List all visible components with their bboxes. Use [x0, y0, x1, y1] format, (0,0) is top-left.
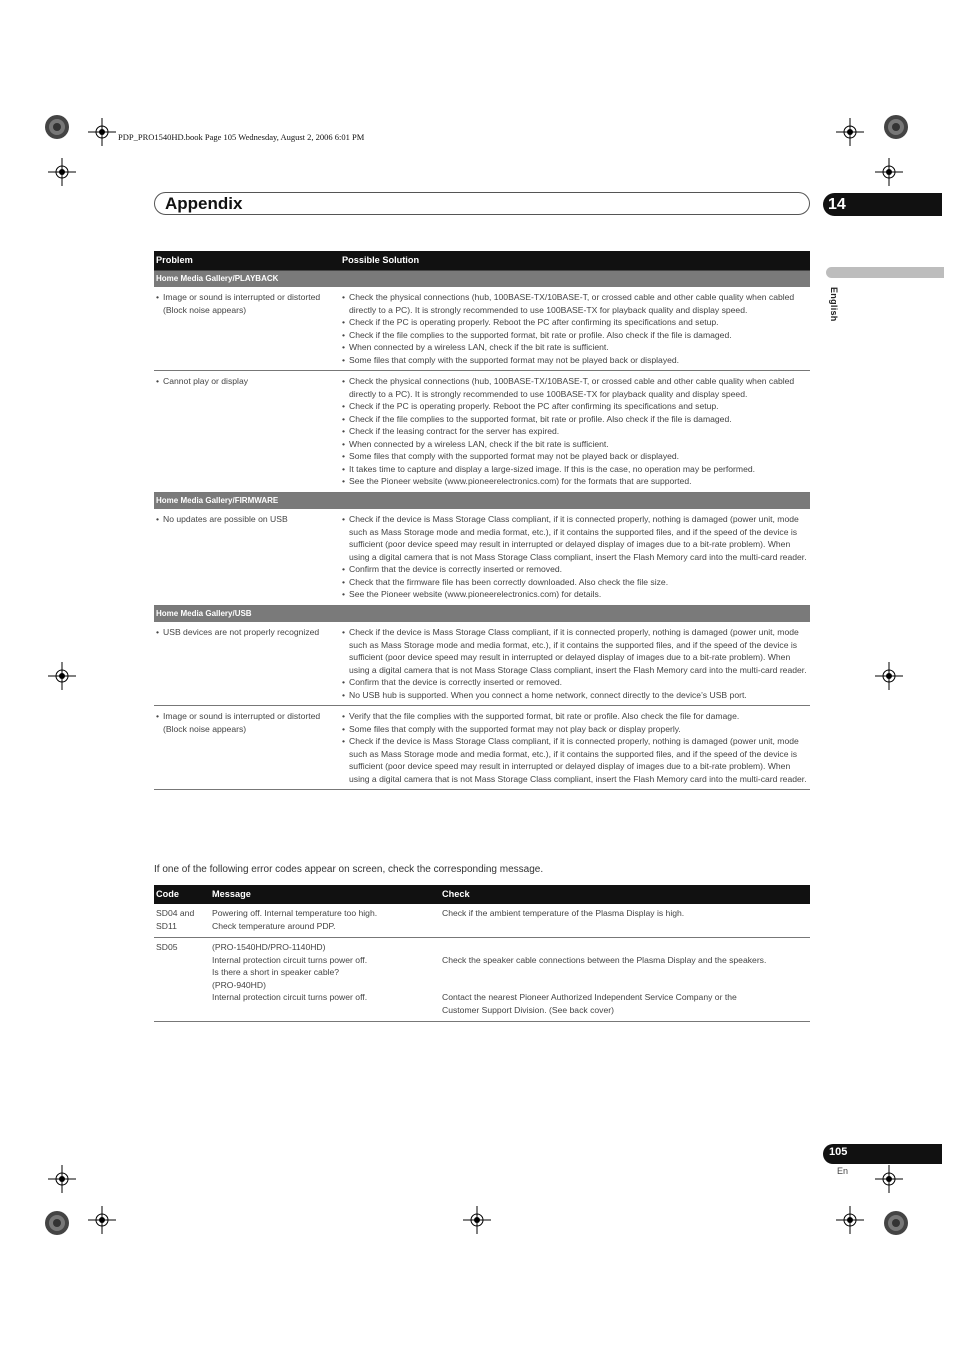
problem-cell	[154, 287, 340, 371]
message-line: (PRO-940HD)	[212, 979, 266, 990]
solution-item: • Check if the file complies to the supported format, bit rate or profile. Also check if the file is damaged.	[342, 329, 808, 342]
solution-item: • See the Pioneer website (www.pioneerelectronics.com) for details.	[342, 588, 808, 601]
page-number: 105	[829, 1146, 848, 1158]
code-cell	[154, 904, 210, 938]
solution-item: • Confirm that the device is correctly inserted or removed.	[342, 676, 808, 689]
table-row	[154, 622, 810, 706]
column-header-problem: Problem	[154, 251, 340, 270]
message-cell	[210, 904, 440, 938]
code-cell	[154, 938, 210, 1022]
solution-item: • Some files that comply with the supported format may not be played back or displayed.	[342, 450, 808, 463]
table-row	[154, 706, 810, 790]
solution-item: • Check the physical connections (hub, 100BASE-TX/10BASE-T, or crossed cable and other cable quality when cabled directly to a PC). It is strongly recommended to use 100BASE-TX for playback quality and display speed.	[342, 291, 808, 316]
solution-item: • No USB hub is supported. When you connect a home network, connect directly to the device’s USB port.	[342, 689, 808, 702]
message-line: Internal protection circuit turns power off.	[212, 954, 368, 965]
solution-cell	[340, 371, 810, 493]
check-cell	[440, 938, 810, 1022]
check-line: Contact the nearest Pioneer Authorized Independent Service Company or the	[442, 992, 737, 1002]
chapter-tab	[823, 193, 942, 216]
registration-mark-top-left-sunburst	[44, 114, 70, 140]
registration-mark-top-right-sunburst	[883, 114, 909, 140]
crosshair-icon-bottom-center	[463, 1206, 491, 1234]
solution-item: • When connected by a wireless LAN, check if the bit rate is sufficient.	[342, 438, 808, 451]
problem-cell	[154, 509, 340, 605]
solution-item: • Check if the PC is operating properly. Reboot the PC after confirming its specifications and setup.	[342, 400, 808, 413]
check-line: Check the speaker cable connections between the Plasma Display and the speakers.	[442, 954, 767, 965]
chapter-number: 14	[828, 196, 846, 213]
registration-mark-bottom-right-sunburst	[883, 1210, 909, 1236]
language-tab	[826, 267, 944, 278]
solution-item: • Verify that the file complies with the supported format, bit rate or profile. Also check the file for damage.	[342, 710, 808, 723]
table-header-row	[154, 251, 810, 270]
problem-cell	[154, 622, 340, 706]
solution-item: • Some files that comply with the supported format may not play back or display properly.	[342, 723, 808, 736]
solution-item: • Check if the file complies to the supported format, bit rate or profile. Also check if the file is damaged.	[342, 413, 808, 426]
code-line: SD11	[156, 920, 177, 931]
solution-item: • Check if the leasing contract for the server has expired.	[342, 425, 808, 438]
page-number-tab	[823, 1144, 942, 1164]
column-header-solution: Possible Solution	[340, 251, 810, 270]
check-cell	[440, 904, 810, 938]
appendix-header-bar	[154, 192, 810, 215]
registration-mark-bottom-left-sunburst	[44, 1210, 70, 1236]
crosshair-icon-right-middle	[875, 662, 903, 690]
section-header-firmware: Home Media Gallery/FIRMWARE	[154, 492, 810, 509]
column-header-code: Code	[154, 885, 210, 904]
problem-text: • USB devices are not properly recognized	[156, 626, 338, 639]
book-info-line: PDP_PRO1540HD.book Page 105 Wednesday, August 2, 2006 6:01 PM	[118, 132, 365, 142]
crosshair-icon-left-middle	[48, 662, 76, 690]
solution-item: • Some files that comply with the supported format may not be played back or displayed.	[342, 354, 808, 367]
solution-item: • It takes time to capture and display a large-sized image. If this is the case, no operation may be performed.	[342, 463, 808, 476]
table-row	[154, 287, 810, 371]
crosshair-icon-left-upper	[48, 158, 76, 186]
crosshair-icon-right-lower	[875, 1165, 903, 1193]
check-line: Check if the ambient temperature of the Plasma Display is high.	[442, 908, 685, 918]
error-code-table	[154, 885, 810, 1022]
solution-item: • Check if the device is Mass Storage Class compliant, if it is connected properly, nothing is damaged (power unit, mode such as Mass Storage mode and media format, etc.), if it contains the supported files, and if the speed of the device is sufficient (poor device speed may result in interrupted or delayed display of images due to a bit-rate problem). When using a digital camera that is not Mass Storage Class compliant, insert the Flash Memory card into the multi-card reader.	[342, 626, 808, 676]
crosshair-icon-top-left	[88, 118, 116, 146]
solution-cell	[340, 706, 810, 790]
problem-text: • Image or sound is interrupted or distorted (Block noise appears)	[156, 291, 338, 316]
solution-item: • Check if the device is Mass Storage Class compliant, if it is connected properly, nothing is damaged (power unit, mode such as Mass Storage mode and media format, etc.), if it contains the supported files, and if the speed of the device is sufficient (poor device speed may result in interrupted or delayed display of images due to a bit-rate problem). When using a digital camera that is not Mass Storage Class compliant, insert the Flash Memory card into the multi-card reader.	[342, 735, 808, 785]
message-line: (PRO-1540HD/PRO-1140HD)	[212, 942, 326, 952]
message-line: Powering off. Internal temperature too high.	[212, 908, 378, 918]
table-row	[154, 371, 810, 493]
message-line: Check temperature around PDP.	[212, 920, 336, 931]
problem-cell	[154, 706, 340, 790]
table-row	[154, 509, 810, 605]
solution-cell	[340, 509, 810, 605]
crosshair-icon-bottom-right	[836, 1206, 864, 1234]
troubleshooting-table	[154, 251, 810, 790]
solution-item: • Confirm that the device is correctly inserted or removed.	[342, 563, 808, 576]
problem-cell	[154, 371, 340, 493]
solution-cell	[340, 287, 810, 371]
crosshair-icon-left-lower	[48, 1165, 76, 1193]
problem-text: • No updates are possible on USB	[156, 513, 338, 526]
problem-text: • Cannot play or display	[156, 375, 338, 388]
solution-item: • See the Pioneer website (www.pioneerelectronics.com) for the formats that are supported.	[342, 475, 808, 488]
problem-text: • Image or sound is interrupted or distorted (Block noise appears)	[156, 710, 338, 735]
solution-cell	[340, 622, 810, 706]
message-line: Is there a short in speaker cable?	[212, 967, 340, 977]
column-header-message: Message	[210, 885, 440, 904]
table-row	[154, 904, 810, 938]
page-language: En	[837, 1166, 849, 1176]
message-line: Internal protection circuit turns power off.	[212, 992, 368, 1002]
code-line: SD05	[156, 942, 178, 952]
column-header-check: Check	[440, 885, 810, 904]
solution-item: • When connected by a wireless LAN, check if the bit rate is sufficient.	[342, 341, 808, 354]
language-label: English	[829, 287, 839, 322]
solution-item: • Check if the device is Mass Storage Class compliant, if it is connected properly, nothing is damaged (power unit, mode such as Mass Storage mode and media format, etc.), if it contains the supported files, and if the speed of the device is sufficient (poor device speed may result in interrupted or delayed display of images due to a bit-rate problem). When using a digital camera that is not Mass Storage Class compliant, insert the Flash Memory card into the multi-card reader.	[342, 513, 808, 563]
section-header-usb: Home Media Gallery/USB	[154, 605, 810, 622]
crosshair-icon-right-upper	[875, 158, 903, 186]
solution-item: • Check the physical connections (hub, 100BASE-TX/10BASE-T, or crossed cable and other cable quality when cabled directly to a PC). It is strongly recommended to use 100BASE-TX for playback quality and display speed.	[342, 375, 808, 400]
solution-item: • Check that the firmware file has been correctly downloaded. Also check the file size.	[342, 576, 808, 589]
solution-item: • Check if the PC is operating properly. Reboot the PC after confirming its specifications and setup.	[342, 316, 808, 329]
crosshair-icon-top-right	[836, 118, 864, 146]
error-codes-intro: If one of the following error codes appear on screen, check the corresponding message.	[154, 864, 544, 875]
page-title: Appendix	[165, 194, 243, 213]
message-cell	[210, 938, 440, 1022]
code-line: SD04 and	[156, 908, 195, 918]
table-row	[154, 938, 810, 1022]
check-line: Customer Support Division. (See back cover)	[442, 1004, 614, 1015]
crosshair-icon-bottom-left	[88, 1206, 116, 1234]
section-header-playback: Home Media Gallery/PLAYBACK	[154, 270, 810, 287]
table-header-row	[154, 885, 810, 904]
